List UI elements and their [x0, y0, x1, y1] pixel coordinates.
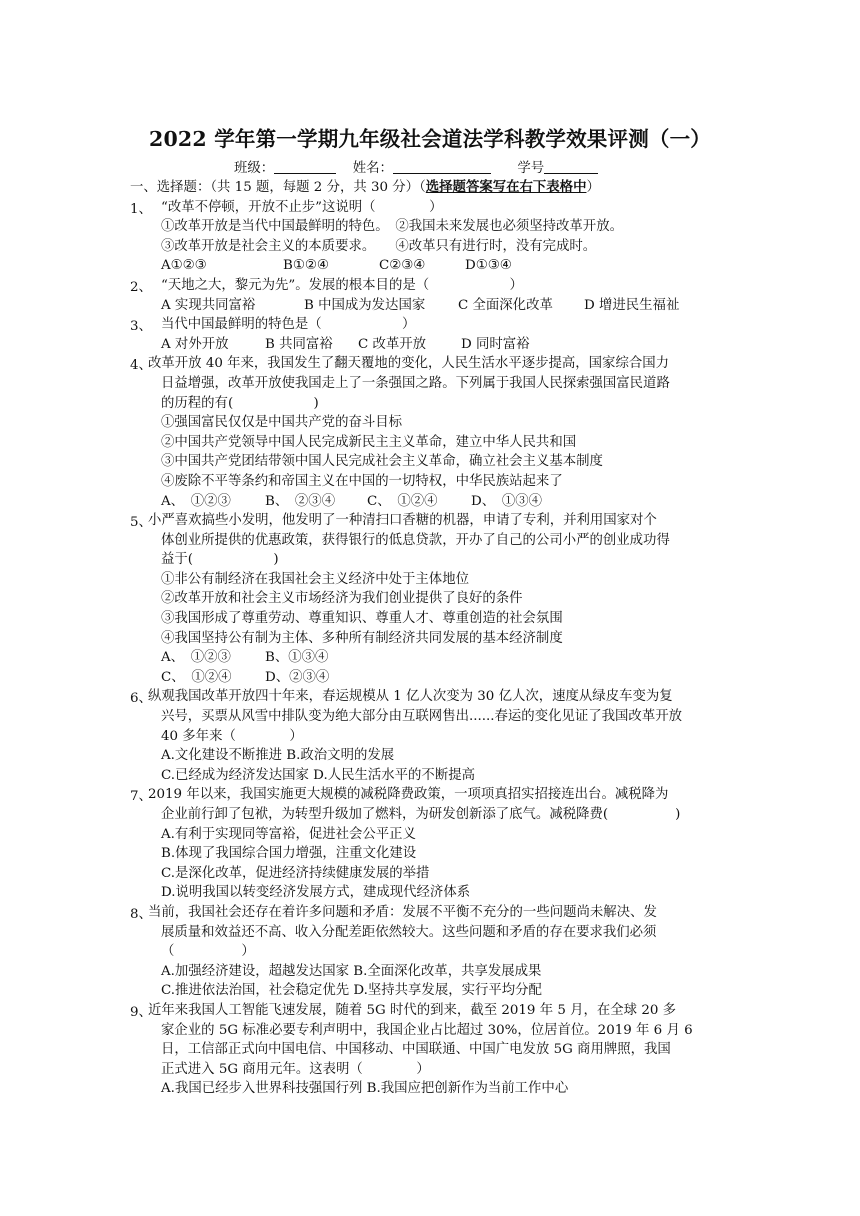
options-row	[130, 668, 740, 688]
statement: ①非公有制经济在我国社会主义经济中处于主体地位	[161, 571, 469, 587]
option-a[interactable]: A.有利于实现同等富裕，促进社会公平正义	[161, 826, 416, 842]
option-c[interactable]: C 全面深化改革	[458, 297, 553, 313]
question-stem-line: 正式进入 5G 商用元年。这表明（ ）	[161, 1061, 430, 1077]
option-c[interactable]: C、 ①②④	[161, 669, 232, 685]
question-stem-line: 2019 年以来，我国实施更大规模的减税降费政策，一项项真招实招接连出台。减税降为	[148, 787, 669, 803]
answer-note: 选择题答案写在右下表格中	[425, 179, 587, 195]
statement: ④我国坚持公有制为主体、多种所有制经济共同发展的基本经济制度	[161, 630, 563, 646]
question-stem-line: 企业前行卸了包袱，为转型升级加了燃料，为研发创新添了底气。减税降费( )	[161, 807, 681, 822]
statement: ③中国共产党团结带领中国人民完成社会主义革命，确立社会主义基本制度	[161, 454, 603, 470]
option-c[interactable]: C②③④	[379, 258, 426, 274]
option-b[interactable]: B.体现了我国综合国力增强，注重文化建设	[161, 846, 417, 862]
option-a[interactable]: A、 ①②③	[161, 493, 231, 509]
options-row	[130, 492, 740, 512]
option-line[interactable]: A.我国已经步入世界科技强国行列 B.我国应把创新作为当前工作中心	[161, 1081, 569, 1097]
option-line[interactable]: A.文化建设不断推进 B.政治文明的发展	[161, 748, 395, 764]
statement: ②中国共产党领导中国人民完成新民主主义革命，建立中华人民共和国	[161, 434, 577, 450]
statement: ③改革开放是社会主义的本质要求。 ④改革只有进行时，没有完成时。	[161, 238, 597, 254]
statement: ④废除不平等条约和帝国主义在中国的一切特权，中华民族站起来了	[161, 473, 563, 489]
option-c[interactable]: C 改革开放	[358, 336, 427, 352]
question-stem-line: 展质量和效益还不高、收入分配差距依然较大。这些问题和矛盾的存在要求我们必须	[161, 924, 657, 940]
question-stem-line: （ ）	[161, 944, 255, 960]
question-number: 9、	[130, 1004, 152, 1020]
option-b[interactable]: B、 ②③④	[265, 493, 336, 509]
question-number: 4、	[130, 358, 152, 374]
question-number: 2、	[130, 279, 152, 295]
statement: ①强国富民仅仅是中国共产党的奋斗目标	[161, 415, 403, 431]
options-row	[130, 648, 740, 668]
option-line[interactable]: C.已经成为经济发达国家 D.人民生活水平的不断提高	[161, 767, 475, 783]
question-stem-line: 纵观我国改革开放四十年来，春运规模从 1 亿人次变为 30 亿人次，速度从绿皮车变为复	[148, 689, 673, 705]
question-5	[130, 511, 740, 687]
option-d[interactable]: D①③④	[465, 258, 512, 274]
question-body	[130, 178, 740, 1099]
question-stem-line: 的历程的有( )	[161, 395, 319, 411]
option-b[interactable]: B 中国成为发达国家	[304, 297, 426, 313]
id-label: 学号	[517, 161, 545, 176]
option-d[interactable]: D 增进民生福祉	[584, 297, 680, 313]
question-number: 6、	[130, 691, 152, 707]
statement: ②改革开放和社会主义市场经济为我们创业提供了良好的条件	[161, 591, 523, 607]
question-stem: 当代中国最鲜明的特色是（ ）	[161, 317, 416, 333]
option-a[interactable]: A、 ①②③	[161, 650, 231, 666]
question-stem-line: 益于( )	[161, 552, 279, 568]
option-d[interactable]: D、 ①③④	[471, 493, 542, 509]
student-info-line	[234, 157, 598, 176]
question-4	[130, 354, 740, 511]
option-c[interactable]: C.是深化改革，促进经济持续健康发展的举措	[161, 865, 430, 881]
option-a[interactable]: A 对外开放	[161, 336, 229, 352]
options-row	[130, 296, 740, 316]
name-label: 姓名：	[352, 161, 393, 176]
statement: ③我国形成了尊重劳动、尊重知识、尊重人才、尊重创造的社会氛围	[161, 611, 563, 627]
options-row	[130, 335, 740, 355]
option-d[interactable]: D 同时富裕	[461, 336, 530, 352]
question-stem: “改革不停顿，开放不止步”这说明（ ）	[161, 199, 443, 215]
class-label: 班级：	[234, 161, 275, 176]
question-number: 5、	[130, 515, 152, 531]
option-a[interactable]: A①②③	[161, 258, 207, 274]
question-1	[130, 198, 740, 276]
class-blank[interactable]	[274, 159, 336, 174]
question-6	[130, 687, 740, 785]
statement: ①改革开放是当代中国最鲜明的特色。 ②我国未来发展也必须坚持改革开放。	[161, 219, 623, 235]
question-9	[130, 1001, 740, 1099]
question-3	[130, 315, 740, 354]
option-line[interactable]: C.推进依法治国，社会稳定优先 D.坚持共享发展，实行平均分配	[161, 983, 542, 999]
option-b[interactable]: B①②④	[283, 258, 329, 274]
option-c[interactable]: C、 ①②④	[367, 493, 438, 509]
question-stem-line: 小严喜欢搞些小发明，他发明了一种清扫口香糖的机器，申请了专利，并利用国家对个	[148, 513, 657, 529]
question-stem-line: 日益增强，改革开放使我国走上了一条强国之路。下列属于我国人民探索强国富民道路	[161, 375, 670, 391]
question-stem: “天地之大，黎元为先”。发展的根本目的是（ ）	[161, 277, 523, 293]
question-stem-line: 40 多年来（ ）	[161, 728, 303, 744]
question-number: 1、	[130, 201, 152, 217]
option-d[interactable]: D.说明我国以转变经济发展方式，建成现代经济体系	[161, 885, 471, 901]
option-line[interactable]: A.加强经济建设，超越发达国家 B.全面深化改革，共享发展成果	[161, 963, 542, 979]
option-a[interactable]: A 实现共同富裕	[161, 297, 256, 313]
option-d[interactable]: D、②③④	[265, 669, 330, 685]
question-number: 7、	[130, 789, 152, 805]
question-8	[130, 903, 740, 1001]
question-stem-line: 改革开放 40 年来，我国发生了翻天覆地的变化，人民生活水平逐步提高，国家综合国力	[148, 356, 670, 372]
option-b[interactable]: B 共同富裕	[265, 336, 333, 352]
question-stem-line: 兴号，买票从风雪中排队变为绝大部分由互联网售出......春运的变化见证了我国改革开放	[161, 709, 682, 725]
options-row	[130, 256, 740, 276]
question-number: 3、	[130, 319, 152, 335]
id-blank[interactable]	[544, 159, 598, 174]
question-stem-line: 日，工信部正式向中国电信、中国移动、中国联通、中国广电发放 5G 商用牌照，我国	[161, 1042, 671, 1058]
question-7	[130, 785, 740, 903]
option-b[interactable]: B、①③④	[265, 650, 329, 666]
question-2	[130, 276, 740, 315]
question-stem-line: 当前，我国社会还存在着许多问题和矛盾：发展不平衡不充分的一些问题尚未解决、发	[148, 904, 657, 920]
question-stem-line: 体创业所提供的优惠政策，获得银行的低息贷款，开办了自己的公司小严的创业成功得	[161, 532, 670, 548]
section-header: 一、选择题：（共 15 题，每题 2 分，共 30 分）（选择题答案写在右下表格中）	[130, 179, 600, 195]
question-stem-line: 近年来我国人工智能飞速发展，随着 5G 时代的到来，截至 2019 年 5 月，在全球 20 多	[148, 1002, 677, 1018]
page-title: 2022 学年第一学期九年级社会道法学科教学效果评测（一）	[149, 127, 711, 151]
question-number: 8、	[130, 906, 152, 922]
question-stem-line: 家企业的 5G 标准必要专利声明中，我国企业占比超过 30%，位居首位。2019 年 6 月 6	[161, 1022, 693, 1038]
name-blank[interactable]	[393, 159, 491, 174]
